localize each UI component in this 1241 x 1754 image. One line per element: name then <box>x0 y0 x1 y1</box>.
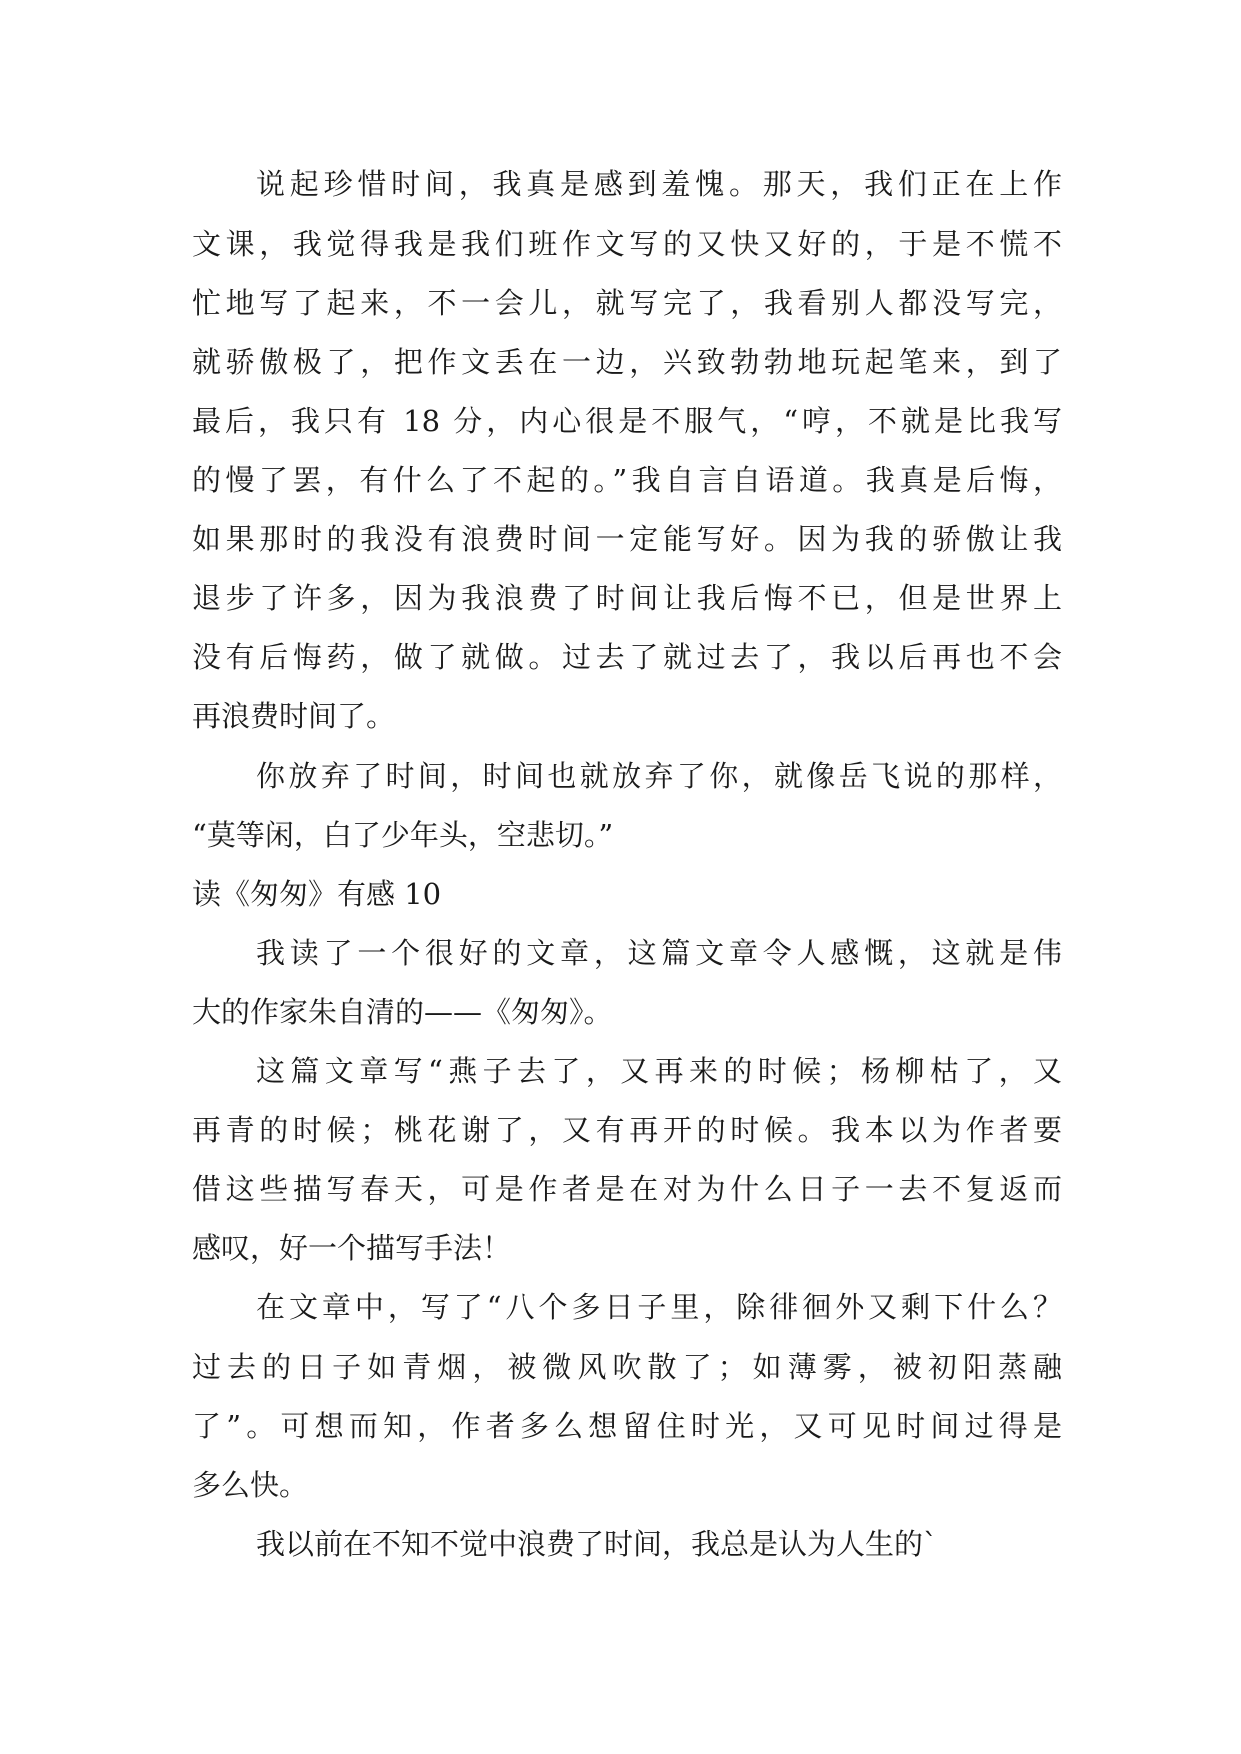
paragraph-line: 再青的时候；桃花谢了，又有再开的时候。我本以为作者要 <box>192 1113 1062 1147</box>
paragraph-line: 这篇文章写“燕子去了，又再来的时候；杨柳枯了，又 <box>256 1054 1062 1088</box>
paragraph-line: 再浪费时间了。 <box>192 699 396 733</box>
paragraph-line: 大的作家朱自清的——《匆匆》。 <box>192 995 613 1029</box>
paragraph-line: 说起珍惜时间，我真是感到羞愧。那天，我们正在上作 <box>256 167 1062 201</box>
paragraph-line: 在文章中，写了“八个多日子里，除徘徊外又剩下什么？ <box>256 1290 1062 1324</box>
paragraph-line: 我读了一个很好的文章，这篇文章令人感慨，这就是伟 <box>256 936 1062 970</box>
paragraph-line: 过去的日子如青烟，被微风吹散了；如薄雾，被初阳蒸融 <box>192 1350 1062 1384</box>
paragraph-line: 了”。可想而知，作者多么想留住时光，又可见时间过得是 <box>192 1409 1062 1443</box>
paragraph-line: 多么快。 <box>192 1468 309 1502</box>
paragraph-line: 文课，我觉得我是我们班作文写的又快又好的，于是不慌不 <box>192 227 1062 261</box>
paragraph-line: 你放弃了时间，时间也就放弃了你，就像岳飞说的那样， <box>256 759 1062 793</box>
paragraph-line: 借这些描写春天，可是作者是在对为什么日子一去不复返而 <box>192 1172 1062 1206</box>
paragraph-line: 退步了许多，因为我浪费了时间让我后悔不已，但是世界上 <box>192 581 1062 615</box>
paragraph-line: 最后，我只有 18 分，内心很是不服气，“哼，不就是比我写 <box>192 404 1062 438</box>
paragraph-line: 就骄傲极了，把作文丢在一边，兴致勃勃地玩起笔来，到了 <box>192 345 1062 379</box>
paragraph-line: “莫等闲，白了少年头，空悲切。” <box>192 818 614 852</box>
paragraph-line: 如果那时的我没有浪费时间一定能写好。因为我的骄傲让我 <box>192 522 1062 556</box>
paragraph-line: 的慢了罢，有什么了不起的。”我自言自语道。我真是后悔， <box>192 463 1062 497</box>
section-heading: 读《匆匆》有感 10 <box>192 877 442 911</box>
paragraph-line: 忙地写了起来，不一会儿，就写完了，我看别人都没写完， <box>192 286 1062 320</box>
paragraph-line: 我以前在不知不觉中浪费了时间，我总是认为人生的` <box>256 1527 938 1561</box>
paragraph-line: 感叹，好一个描写手法！ <box>192 1231 512 1265</box>
paragraph-line: 没有后悔药，做了就做。过去了就过去了，我以后再也不会 <box>192 640 1062 674</box>
